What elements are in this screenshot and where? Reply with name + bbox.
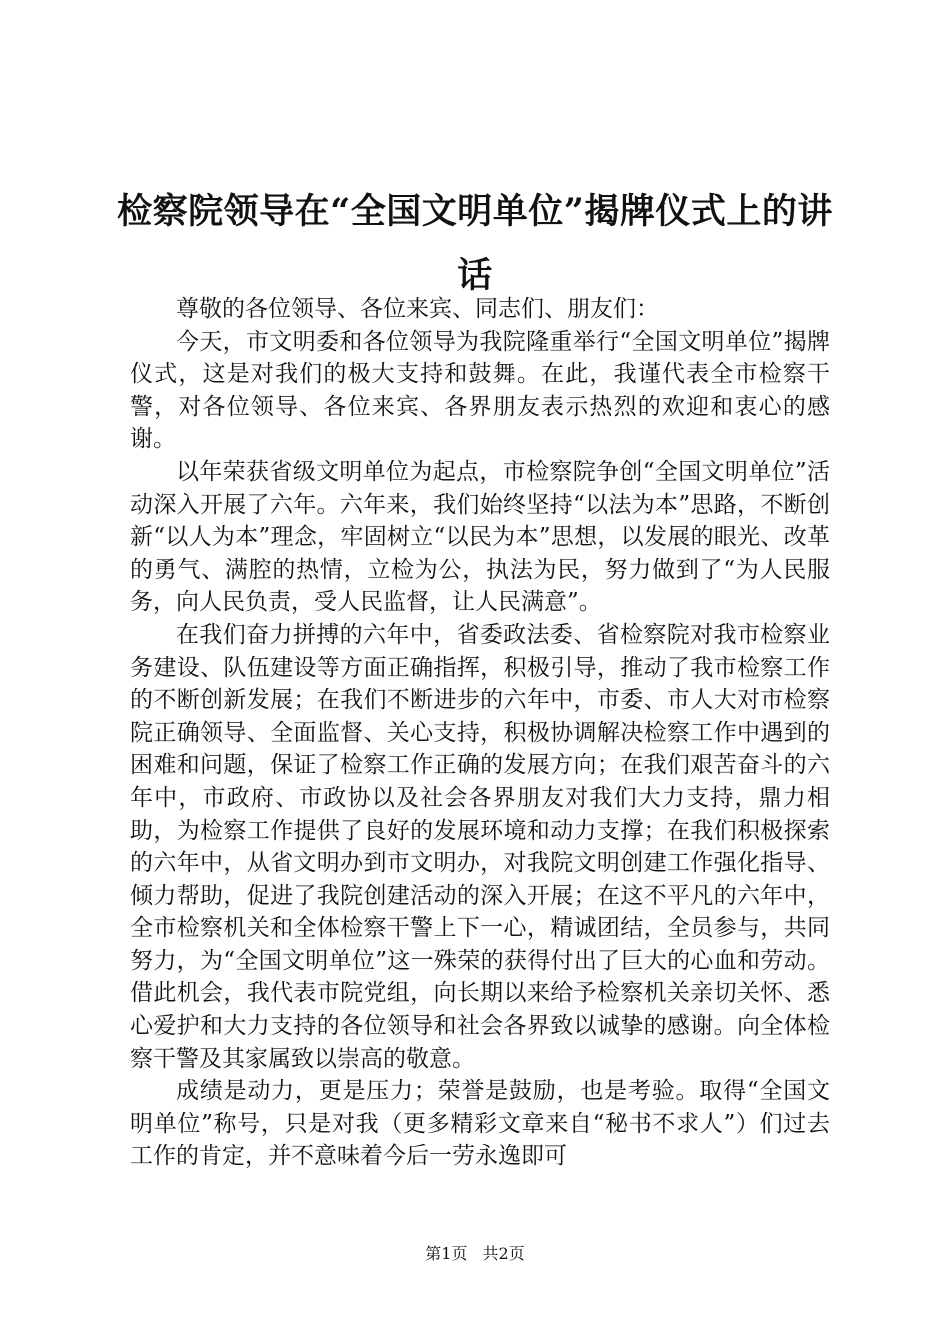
page-number-total: 共2页 xyxy=(482,1244,525,1263)
page-footer xyxy=(0,1244,950,1264)
paragraph-thanks: 在我们奋力拼搏的六年中，省委政法委、省检察院对我市检察业务建设、队伍建设等方面正确指挥，积极引导，推动了我市检察工作的不断创新发展；在我们不断进步的六年中，市委、市人大对市检察院正确领导、全面监督、关心支持，积极协调解决检察工作中遇到的困难和问题，保证了检察工作正确的发展方向；在我们艰苦奋斗的六年中，市政府、市政协以及社会各界朋友对我们大力支持，鼎力相助，为检察工作提供了良好的发展环境和动力支撑；在我们积极探索的六年中，从省文明办到市文明办，对我院文明创建工作强化指导、倾力帮助，促进了我院创建活动的深入开展；在这不平凡的六年中，全市检察机关和全体检察干警上下一心，精诚团结，全员参与，共同努力，为“全国文明单位”这一殊荣的获得付出了巨大的心血和劳动。借此机会，我代表市院党组，向长期以来给予检察机关亲切关怀、悉心爱护和大力支持的各位领导和社会各界致以诚挚的感谢。向全体检察干警及其家属致以崇高的敬意。 xyxy=(130,621,830,1072)
page-number-current: 第1页 xyxy=(425,1244,468,1263)
paragraph-motivation: 成绩是动力，更是压力；荣誉是鼓励，也是考验。取得“全国文明单位”称号，只是对我（更多精彩文章来自“秘书不求人”）们过去工作的肯定，并不意味着今后一劳永逸即可 xyxy=(130,1078,830,1170)
paragraph-salutation: 尊敬的各位领导、各位来宾、同志们、朋友们： xyxy=(176,296,659,322)
document-body xyxy=(130,293,830,1173)
paragraph-welcome: 今天，市文明委和各位领导为我院隆重举行“全国文明单位”揭牌仪式，这是对我们的极大支持和鼓舞。在此，我谨代表全市检察干警，对各位领导、各位来宾、各界朋友表示热烈的欢迎和衷心的感谢。 xyxy=(130,328,830,453)
document-title: 检察院领导在“全国文明单位”揭牌仪式上的讲话 xyxy=(117,191,833,296)
paragraph-six-years: 以年荣获省级文明单位为起点，市检察院争创“全国文明单位”活动深入开展了六年。六年来，我们始终坚持“以法为本”思路，不断创新“以人为本”理念，牢固树立“以民为本”思想，以发展的眼光、改革的勇气、满腔的热情，立检为公，执法为民，努力做到了“为人民服务，向人民负责，受人民监督，让人民满意”。 xyxy=(130,458,830,616)
